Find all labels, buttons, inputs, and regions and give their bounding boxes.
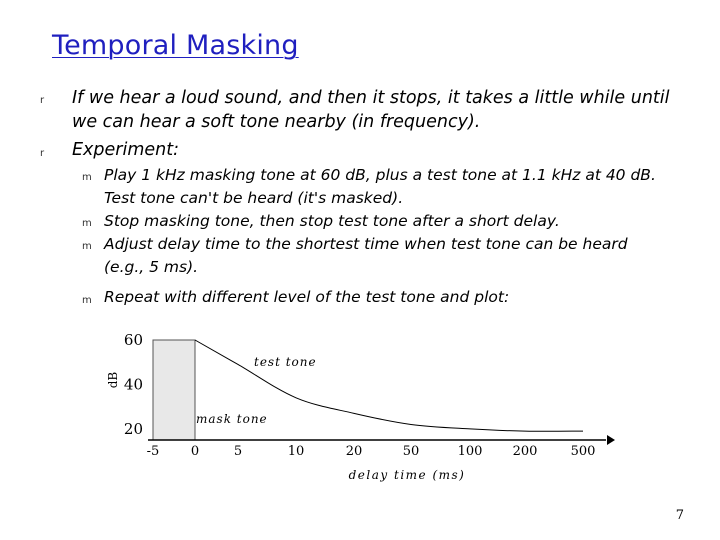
sub-bullet-text-3: Adjust delay time to the shortest time when test tone can be heard (e.g., 5 ms).: [104, 235, 628, 276]
sub-bullet-text-2: Stop masking tone, then stop test tone after a short delay.: [104, 212, 560, 230]
x-tick-label: -5: [146, 444, 160, 459]
x-tick-label: 100: [457, 444, 483, 459]
x-axis-arrow: [607, 435, 615, 445]
y-tick-label: 20: [123, 419, 143, 438]
sub-bullet-marker: m: [82, 172, 92, 183]
bullet-text-intro: If we hear a loud sound, and then it stops, it takes a little while until we can hear a soft tone nearby (in frequency).: [72, 88, 670, 132]
x-tick-label: 5: [233, 444, 243, 459]
mask-tone-region: [153, 340, 195, 440]
sub-bullet-marker: m: [82, 218, 92, 229]
x-tick-label: 0: [190, 444, 200, 459]
x-tick-label: 50: [402, 444, 420, 459]
x-tick-label: 200: [512, 444, 538, 459]
mask-tone-label: mask tone: [196, 412, 268, 426]
x-tick-label: 20: [345, 444, 363, 459]
bullet-text-experiment: Experiment:: [72, 140, 180, 160]
y-axis-label: dB: [106, 371, 120, 389]
bullet-marker: r: [40, 148, 45, 159]
y-tick-label: 60: [123, 331, 143, 349]
sub-bullet-text-4: Repeat with different level of the test tone and plot:: [104, 288, 510, 306]
sub-bullet-marker: m: [82, 295, 92, 306]
sub-bullet-text-1: Play 1 kHz masking tone at 60 dB, plus a test tone at 1.1 kHz at 40 dB. Test tone can't be heard (it's masked).: [104, 166, 656, 207]
x-axis-label: delay time (ms): [348, 468, 466, 482]
y-tick-label: 40: [123, 375, 143, 394]
sub-bullet-marker: m: [82, 241, 92, 252]
x-tick-label: 500: [570, 444, 596, 459]
x-tick-label: 10: [287, 444, 305, 459]
page-number: 7: [675, 508, 684, 523]
bullet-marker: r: [40, 95, 45, 106]
slide-title: Temporal Masking: [52, 30, 299, 61]
test-tone-label: test tone: [254, 355, 317, 369]
